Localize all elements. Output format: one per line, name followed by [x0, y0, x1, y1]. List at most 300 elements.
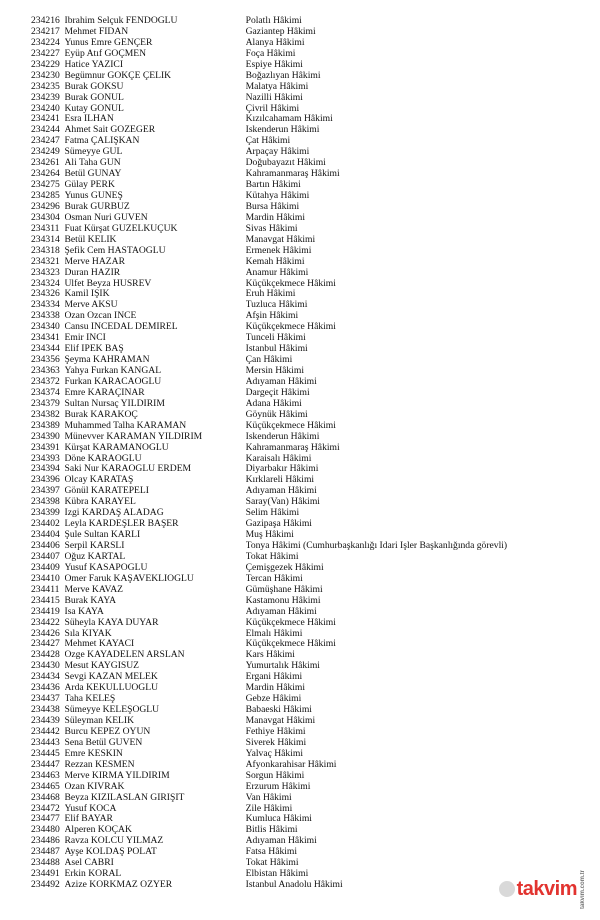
appointment-post: Çan Hâkimi	[245, 355, 293, 366]
appointment-post: Mardin Hâkimi	[245, 683, 306, 694]
person-name: Şule Sultan KARLI	[64, 530, 141, 541]
list-item	[0, 268, 600, 279]
person-name: Ahmet Sait GÖZEGER	[64, 125, 156, 136]
appointment-post: Saray(Van) Hâkimi	[245, 497, 320, 508]
list-item	[0, 552, 600, 563]
person-name: Sevgi KAZAN MELEK	[64, 672, 158, 683]
list-item	[0, 705, 600, 716]
appointment-post: Gebze Hâkimi	[245, 694, 302, 705]
appointment-post: İskenderun Hâkimi	[245, 125, 320, 136]
appointment-post: Kahramanmaraş Hâkimi	[245, 442, 340, 453]
person-name: Ravza KOLCU YILMAZ	[64, 836, 164, 847]
registry-number: 234224	[31, 36, 60, 48]
appointment-post: Nazilli Hâkimi	[245, 92, 303, 103]
person-name: Olcay KARATAŞ	[64, 475, 134, 486]
registry-number: 234409	[31, 561, 60, 573]
list-item	[0, 49, 600, 60]
person-name: İzgi KARDAŞ ALADAĞ	[64, 508, 164, 519]
list-item	[0, 508, 600, 519]
person-name: Mehmet FİDAN	[64, 26, 129, 37]
person-name: Sıla KIYAK	[64, 628, 112, 639]
registry-number: 234447	[31, 758, 60, 770]
appointment-post: Gümüşhane Hâkimi	[245, 584, 323, 595]
appointment-post: Manavgat Hâkimi	[245, 234, 316, 245]
list-item	[0, 344, 600, 355]
list-item	[0, 16, 600, 27]
registry-number: 234247	[31, 135, 60, 147]
registry-number: 234334	[31, 299, 60, 311]
appointment-list	[0, 16, 600, 891]
appointment-post: Erzurum Hâkimi	[245, 781, 311, 792]
appointment-post: Bartın Hâkimi	[245, 180, 301, 191]
registry-number: 234465	[31, 780, 60, 792]
person-name: Süleyman KELİK	[64, 716, 135, 726]
appointment-post: Zile Hâkimi	[245, 803, 293, 814]
list-item	[0, 191, 600, 202]
list-item	[0, 235, 600, 246]
person-name: Kutay GÖNÜL	[64, 103, 124, 114]
list-item	[0, 596, 600, 607]
person-name: Alperen KOÇAK	[64, 825, 132, 836]
appointment-post: Gazipaşa Hâkimi	[245, 519, 312, 530]
list-item	[0, 585, 600, 596]
registry-number: 234314	[31, 233, 60, 245]
appointment-post: Mardin Hâkimi	[245, 212, 306, 223]
appointment-post: Foça Hâkimi	[245, 48, 296, 59]
person-name: Sena Betül GÜVEN	[64, 737, 143, 748]
person-name: Gönül KARATEPELİ	[64, 486, 149, 497]
person-name: Merve KIRMA YILDIRIM	[64, 770, 170, 781]
registry-number: 234244	[31, 124, 60, 136]
appointment-post: Fatsa Hâkimi	[245, 847, 298, 858]
person-name: Burcu KEPEZ OYUN	[64, 726, 151, 737]
appointment-post: Adıyaman Hâkimi	[245, 836, 317, 847]
list-item	[0, 618, 600, 629]
appointment-post: Küçükçekmece Hâkimi	[245, 420, 336, 431]
list-item	[0, 421, 600, 432]
appointment-post: Fethiye Hâkimi	[245, 726, 306, 737]
list-item	[0, 814, 600, 825]
list-item	[0, 300, 600, 311]
list-item	[0, 399, 600, 410]
person-name: Betül GÜNAY	[64, 169, 122, 180]
list-item	[0, 607, 600, 618]
person-name: Ali Taha GÜN	[64, 158, 121, 169]
person-name: Burak KARAKOÇ	[64, 409, 138, 420]
person-name: Fatma ÇALIŞKAN	[64, 136, 140, 147]
person-name: Münevver KARAMAN YILDIRIM	[64, 431, 203, 442]
registry-number: 234437	[31, 693, 60, 705]
registry-number: 234227	[31, 47, 60, 59]
person-name: Merve AKSU	[64, 300, 118, 311]
registry-number: 234486	[31, 835, 60, 847]
person-name: Taha KELEŞ	[64, 694, 116, 705]
person-name: Sümeyye KELEŞOĞLU	[64, 705, 160, 716]
person-name: Erkin KORAL	[64, 869, 122, 880]
person-name: Yunus GÜNEŞ	[64, 191, 123, 201]
appointment-post: Selim Hâkimi	[245, 508, 300, 519]
list-item	[0, 497, 600, 508]
list-item	[0, 858, 600, 869]
registry-number: 234311	[31, 222, 60, 234]
appointment-post: Kızılcahamam Hâkimi	[245, 114, 333, 125]
person-name: Begümnur GÖKÇE ÇELİK	[64, 70, 172, 81]
appointment-post: Mersin Hâkimi	[245, 366, 304, 376]
appointment-post: Küçükçekmece Hâkimi	[245, 639, 336, 650]
appointment-post: Alanya Hâkimi	[245, 37, 305, 48]
list-item	[0, 574, 600, 585]
person-name: Kamil IŞIK	[64, 289, 110, 300]
person-name: Duran HAZIR	[64, 267, 121, 278]
appointment-post: Çivril Hâkimi	[245, 103, 300, 114]
list-item	[0, 246, 600, 257]
list-item	[0, 169, 600, 180]
person-name: Fuat Kürşat GÜZELKÜÇÜK	[64, 223, 178, 234]
list-item	[0, 683, 600, 694]
appointment-post: İstanbul Hâkimi	[245, 344, 308, 355]
appointment-post: Küçükçekmece Hâkimi	[245, 278, 336, 289]
appointment-post: Kahramanmaraş Hâkimi	[245, 169, 340, 180]
appointment-post: Kütahya Hâkimi	[245, 191, 310, 201]
registry-number: 234480	[31, 824, 60, 836]
person-name: Rezzan KESMEN	[64, 759, 135, 770]
person-name: Muhammed Talha KARAMAN	[64, 420, 187, 431]
person-name: Gülay PERK	[64, 180, 115, 191]
registry-number: 234321	[31, 255, 60, 267]
appointment-post: Diyarbakır Hâkimi	[245, 464, 319, 475]
appointment-post: Doğubayazıt Hâkimi	[245, 158, 326, 169]
list-item	[0, 410, 600, 421]
appointment-post: Afşin Hâkimi	[245, 311, 299, 322]
registry-number: 234235	[31, 80, 60, 92]
person-name: Özge KAYADELEN ARSLAN	[64, 650, 185, 661]
appointment-post: Sivas Hâkimi	[245, 223, 298, 234]
appointment-post: Tonya Hâkimi (Cumhurbaşkanlığı İdari İşler Başkanlığında görevli)	[245, 541, 508, 551]
registry-number: 234463	[31, 769, 60, 781]
person-name: Burak KAYA	[64, 595, 117, 606]
registry-number: 234249	[31, 146, 60, 158]
appointment-post: Tunceli Hâkimi	[245, 333, 306, 344]
appointment-post: Polatlı Hâkimi	[245, 16, 302, 26]
registry-number: 234240	[31, 102, 60, 114]
list-item	[0, 727, 600, 738]
person-name: Mehmet KAYACI	[64, 639, 135, 650]
person-name: İbrahim Selçuk FENDOĞLU	[64, 16, 178, 26]
list-item	[0, 694, 600, 705]
list-item	[0, 475, 600, 486]
person-name: Döne KARAOĞLU	[64, 453, 142, 464]
registry-number: 234239	[31, 91, 60, 103]
list-item	[0, 847, 600, 858]
list-item	[0, 366, 600, 377]
list-item	[0, 749, 600, 760]
list-item	[0, 738, 600, 749]
appointment-post: Ergani Hâkimi	[245, 672, 303, 683]
registry-number: 234443	[31, 736, 60, 748]
appointment-post: Gaziantep Hâkimi	[245, 26, 316, 37]
list-item	[0, 311, 600, 322]
list-item	[0, 454, 600, 465]
appointment-post: Kars Hâkimi	[245, 650, 295, 661]
person-name: Sultan Nursaç YILDIRIM	[64, 398, 165, 409]
person-name: Hatice YAZICI	[64, 59, 124, 70]
list-item	[0, 825, 600, 836]
list-item	[0, 388, 600, 399]
person-name: Kübra KARAYEL	[64, 497, 136, 508]
list-item	[0, 563, 600, 574]
appointment-post: Babaeski Hâkimi	[245, 705, 312, 716]
person-name: Sümeyye GÜL	[64, 147, 123, 158]
registry-number: 234264	[31, 168, 60, 180]
registry-number: 234324	[31, 277, 60, 289]
registry-number: 234445	[31, 747, 60, 759]
appointment-post: Tuzluca Hâkimi	[245, 300, 308, 311]
registry-number: 234230	[31, 69, 60, 81]
registry-number: 234488	[31, 857, 60, 869]
registry-number: 234402	[31, 518, 60, 530]
list-item	[0, 27, 600, 38]
appointment-post: Göynük Hâkimi	[245, 409, 308, 420]
registry-number: 234422	[31, 616, 60, 628]
list-item	[0, 180, 600, 191]
list-item	[0, 629, 600, 640]
registry-number: 234341	[31, 332, 60, 344]
registry-number: 234394	[31, 463, 60, 475]
registry-number: 234442	[31, 725, 60, 737]
person-name: Merve HAZAR	[64, 256, 125, 267]
person-name: Emre KESKİN	[64, 748, 123, 759]
registry-number: 234296	[31, 200, 60, 212]
person-name: Yahya Furkan KANGAL	[64, 366, 162, 376]
registry-number: 234374	[31, 386, 60, 398]
person-name: Şefik Cem HASTAOĞLU	[64, 245, 166, 256]
registry-number: 234356	[31, 354, 60, 366]
list-item	[0, 661, 600, 672]
appointment-post: Küçükçekmece Hâkimi	[245, 322, 336, 333]
person-name: Ülfet Beyza HÜSREV	[64, 278, 152, 289]
registry-number: 234419	[31, 605, 60, 617]
list-item	[0, 202, 600, 213]
registry-number: 234216	[31, 15, 60, 26]
list-item	[0, 125, 600, 136]
person-name: Elif BAYAR	[64, 814, 113, 825]
registry-number: 234427	[31, 638, 60, 650]
appointment-post: Siverek Hâkimi	[245, 737, 307, 748]
person-name: İsa KAYA	[64, 606, 104, 617]
person-name: Emir İNCİ	[64, 333, 106, 344]
person-name: Cansu İNCEDAL DEMİREL	[64, 322, 178, 333]
appointment-post: Adıyaman Hâkimi	[245, 486, 317, 497]
registry-number: 234411	[31, 583, 60, 595]
registry-number: 234399	[31, 507, 60, 519]
list-item	[0, 760, 600, 771]
appointment-post: Boğazlıyan Hâkimi	[245, 70, 321, 81]
registry-number: 234426	[31, 627, 60, 639]
person-name: Osman Nuri GÜVEN	[64, 212, 148, 223]
registry-number: 234390	[31, 430, 60, 442]
appointment-post: Adıyaman Hâkimi	[245, 376, 317, 387]
person-name: Eyüp Atıf GÖÇMEN	[64, 48, 147, 59]
person-name: Oğuz KARTAL	[64, 551, 126, 562]
list-item	[0, 213, 600, 224]
registry-number: 234415	[31, 594, 60, 606]
appointment-post: Arpaçay Hâkimi	[245, 147, 310, 158]
list-item	[0, 541, 600, 552]
appointment-post: Malatya Hâkimi	[245, 81, 309, 92]
appointment-post: Elmalı Hâkimi	[245, 628, 303, 639]
list-item	[0, 333, 600, 344]
person-name: Ömer Faruk KAŞAVEKLİOĞLU	[64, 573, 194, 584]
takvim-logo-icon	[499, 881, 515, 897]
registry-number: 234398	[31, 496, 60, 508]
registry-number: 234468	[31, 791, 60, 803]
list-item	[0, 836, 600, 847]
registry-number: 234304	[31, 211, 60, 223]
list-item	[0, 38, 600, 49]
person-name: Yusuf KASAPOĞLU	[64, 562, 148, 573]
person-name: Furkan KARACAOĞLU	[64, 376, 162, 387]
registry-number: 234285	[31, 190, 60, 201]
registry-number: 234438	[31, 704, 60, 716]
person-name: Arda KEKÜLLÜOĞLU	[64, 683, 159, 694]
list-item	[0, 443, 600, 454]
appointment-post: Ermenek Hâkimi	[245, 245, 312, 256]
registry-number: 234389	[31, 419, 60, 431]
list-item	[0, 486, 600, 497]
list-item	[0, 782, 600, 793]
registry-number: 234428	[31, 649, 60, 661]
registry-number: 234407	[31, 550, 60, 562]
appointment-post: Adıyaman Hâkimi	[245, 606, 317, 617]
registry-number: 234477	[31, 813, 60, 825]
appointment-post: Elbistan Hâkimi	[245, 869, 309, 880]
person-name: Burak GÖKSU	[64, 81, 124, 92]
appointment-post: Van Hâkimi	[245, 792, 292, 803]
appointment-post: Tercan Hâkimi	[245, 573, 303, 584]
list-item	[0, 464, 600, 475]
person-name: Merve KAVAZ	[64, 584, 124, 595]
list-item	[0, 804, 600, 815]
list-item	[0, 279, 600, 290]
list-item	[0, 530, 600, 541]
list-item	[0, 60, 600, 71]
appointment-post: Çat Hâkimi	[245, 136, 291, 147]
list-item	[0, 93, 600, 104]
appointment-post: Eruh Hâkimi	[245, 289, 296, 300]
person-name: Ozan KIVRAK	[64, 781, 125, 792]
registry-number: 234261	[31, 157, 60, 169]
person-name: Betül KELİK	[64, 234, 117, 245]
appointment-post: Dargeçit Hâkimi	[245, 387, 310, 398]
registry-number: 234372	[31, 375, 60, 387]
appointment-post: İskenderun Hâkimi	[245, 431, 320, 442]
person-name: Yusuf KOCA	[64, 803, 117, 814]
list-item	[0, 355, 600, 366]
list-item	[0, 104, 600, 115]
list-item	[0, 322, 600, 333]
list-item	[0, 224, 600, 235]
appointment-post: Yalvaç Hâkimi	[245, 748, 304, 759]
registry-number: 234338	[31, 310, 60, 322]
registry-number: 234406	[31, 540, 60, 551]
registry-number: 234436	[31, 682, 60, 694]
appointment-post: Kırklareli Hâkimi	[245, 475, 315, 486]
list-item	[0, 519, 600, 530]
registry-number: 234491	[31, 868, 60, 880]
takvim-watermark	[499, 870, 586, 909]
registry-number: 234430	[31, 660, 60, 672]
appointment-post: Sorgun Hâkimi	[245, 770, 305, 781]
list-item	[0, 257, 600, 268]
registry-number: 234434	[31, 671, 60, 683]
person-name: Beyza KIZILASLAN GİRİŞİT	[64, 792, 185, 803]
list-item	[0, 114, 600, 125]
appointment-post: Kumluca Hâkimi	[245, 814, 312, 825]
appointment-post: İstanbul Anadolu Hâkimi	[245, 880, 343, 891]
registry-number: 234397	[31, 485, 60, 497]
appointment-post: Anamur Hâkimi	[245, 267, 309, 278]
appointment-post: Espiye Hâkimi	[245, 59, 303, 70]
registry-number: 234363	[31, 365, 60, 376]
appointment-post: Kastamonu Hâkimi	[245, 595, 321, 606]
list-item	[0, 650, 600, 661]
appointment-post: Muş Hâkimi	[245, 530, 294, 541]
list-item	[0, 377, 600, 388]
registry-number: 234229	[31, 58, 60, 70]
registry-number: 234275	[31, 179, 60, 191]
registry-number: 234217	[31, 25, 60, 37]
registry-number: 234344	[31, 343, 60, 355]
watermark-domain: takvim.com.tr	[580, 869, 586, 909]
appointment-post: Tokat Hâkimi	[245, 858, 299, 869]
list-item	[0, 289, 600, 300]
list-item	[0, 716, 600, 727]
watermark-brand: takvim	[516, 877, 577, 900]
registry-number: 234487	[31, 846, 60, 858]
appointment-post: Bitlis Hâkimi	[245, 825, 298, 836]
person-name: Elif İPEK BAŞ	[64, 344, 124, 355]
registry-number: 234439	[31, 715, 60, 726]
person-name: Asel CABRİ	[64, 858, 114, 869]
person-name: Burak GÜRBÜZ	[64, 201, 130, 212]
list-item	[0, 71, 600, 82]
list-item	[0, 158, 600, 169]
appointment-post: Kemah Hâkimi	[245, 256, 305, 267]
person-name: Emre KARAÇINAR	[64, 387, 145, 398]
registry-number: 234410	[31, 572, 60, 584]
person-name: Serpil KARSLI	[64, 541, 125, 551]
registry-number: 234404	[31, 529, 60, 541]
registry-number: 234340	[31, 321, 60, 333]
registry-number: 234396	[31, 474, 60, 486]
appointment-post: Bursa Hâkimi	[245, 201, 300, 212]
appointment-post: Tokat Hâkimi	[245, 551, 299, 562]
appointment-post: Küçükçekmece Hâkimi	[245, 617, 336, 628]
registry-number: 234318	[31, 244, 60, 256]
person-name: Ayşe KOLDAŞ POLAT	[64, 847, 157, 858]
registry-number: 234326	[31, 288, 60, 300]
registry-number: 234472	[31, 802, 60, 814]
registry-number: 234391	[31, 441, 60, 453]
list-item	[0, 82, 600, 93]
person-name: Azize KORKMAZ ÖZYER	[64, 880, 173, 891]
registry-number: 234492	[31, 879, 60, 891]
list-item	[0, 432, 600, 443]
appointment-post: Adana Hâkimi	[245, 398, 302, 409]
list-item	[0, 793, 600, 804]
appointment-post: Karaisalı Hâkimi	[245, 453, 312, 464]
registry-number: 234323	[31, 266, 60, 278]
